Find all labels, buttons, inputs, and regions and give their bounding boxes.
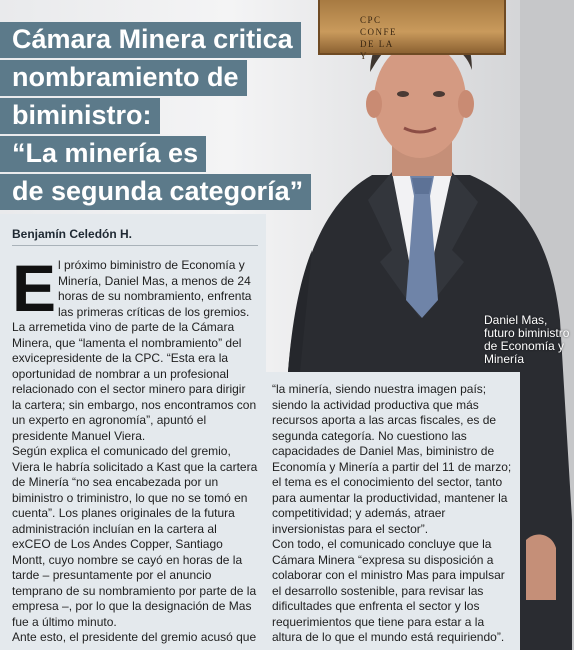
paragraph-5: “la minería, siendo nuestra imagen país; siendo la actividad productiva que más recursos aporta a las arcas fiscales, es de segunda categoría. No cuestiono las capacidades de Daniel Mas, biministro de Economía y Minería a partir del 11 de marzo; el tema es el conocimiento del sector, tanto para aumentar la productividad, mantener la competitividad; y además, atraer inversionistas para el sector”. [272,382,512,536]
paragraph-1-text: l próximo biministro de Economía y Minería, Daniel Mas, a menos de 24 horas de su nombramiento, enfrenta las primeras críticas de los gremios. [58,258,252,319]
paragraph-6: Con todo, el comunicado concluye que la Cámara Minera “expresa su disposición a colaborar con el ministro Mas para impulsar el desarrollo sostenible, para revisar las dificultades que enfrenta el sector y los requerimientos que tiene para estar a la altura de lo que el mundo está requiriendo”. [272,537,505,644]
paragraph-4: Ante esto, el presidente del gremio acusó que [12,630,257,644]
paragraph-1 [12,251,258,325]
headline-line-3: biministro: [0,98,160,134]
paragraph-2: La arremetida vino de parte de la Cámara Minera, que “lamenta el nombramiento” del exvicepresidente de la CPC. “Esta era la oportunidad de nombrar a un profesional relacionado con el sector minero para dirigir la cartera; sin embargo, nos encontramos con un experto en agronomía”, apuntó el presidente Manuel Viera. [12,320,257,443]
headline-line-2: nombramiento de [0,60,247,96]
headline [0,22,332,204]
headline-line-4: “La minería es [0,136,206,172]
drop-cap: E [12,251,57,325]
byline: Benjamín Celedón H. [12,226,258,246]
article-left-column [0,214,266,650]
plaque-text: CPC CONFE DE LA Y [360,15,398,61]
article-right-column [264,372,520,650]
photo-caption: Daniel Mas, futuro biministro de Economía y Minería [484,313,570,366]
headline-line-1: Cámara Minera critica [0,22,301,58]
headline-line-5: de segunda categoría” [0,174,311,210]
paragraph-3: Según explica el comunicado del gremio, Viera le habría solicitado a Kast que la cartera de Minería “no sea encabezada por un biministro o triministro, lo que no se tomó en cuenta”. Los planes originales de la futura administración incluían en la cartera al exCEO de Los Andes Copper, Santiago Montt, cuyo nombre se cayó en horas de la tarde – presuntamente por el anuncio temprano de su nombramiento por parte de la empresa –, por lo que la designación de Mas fue a último minuto. [12,444,258,629]
